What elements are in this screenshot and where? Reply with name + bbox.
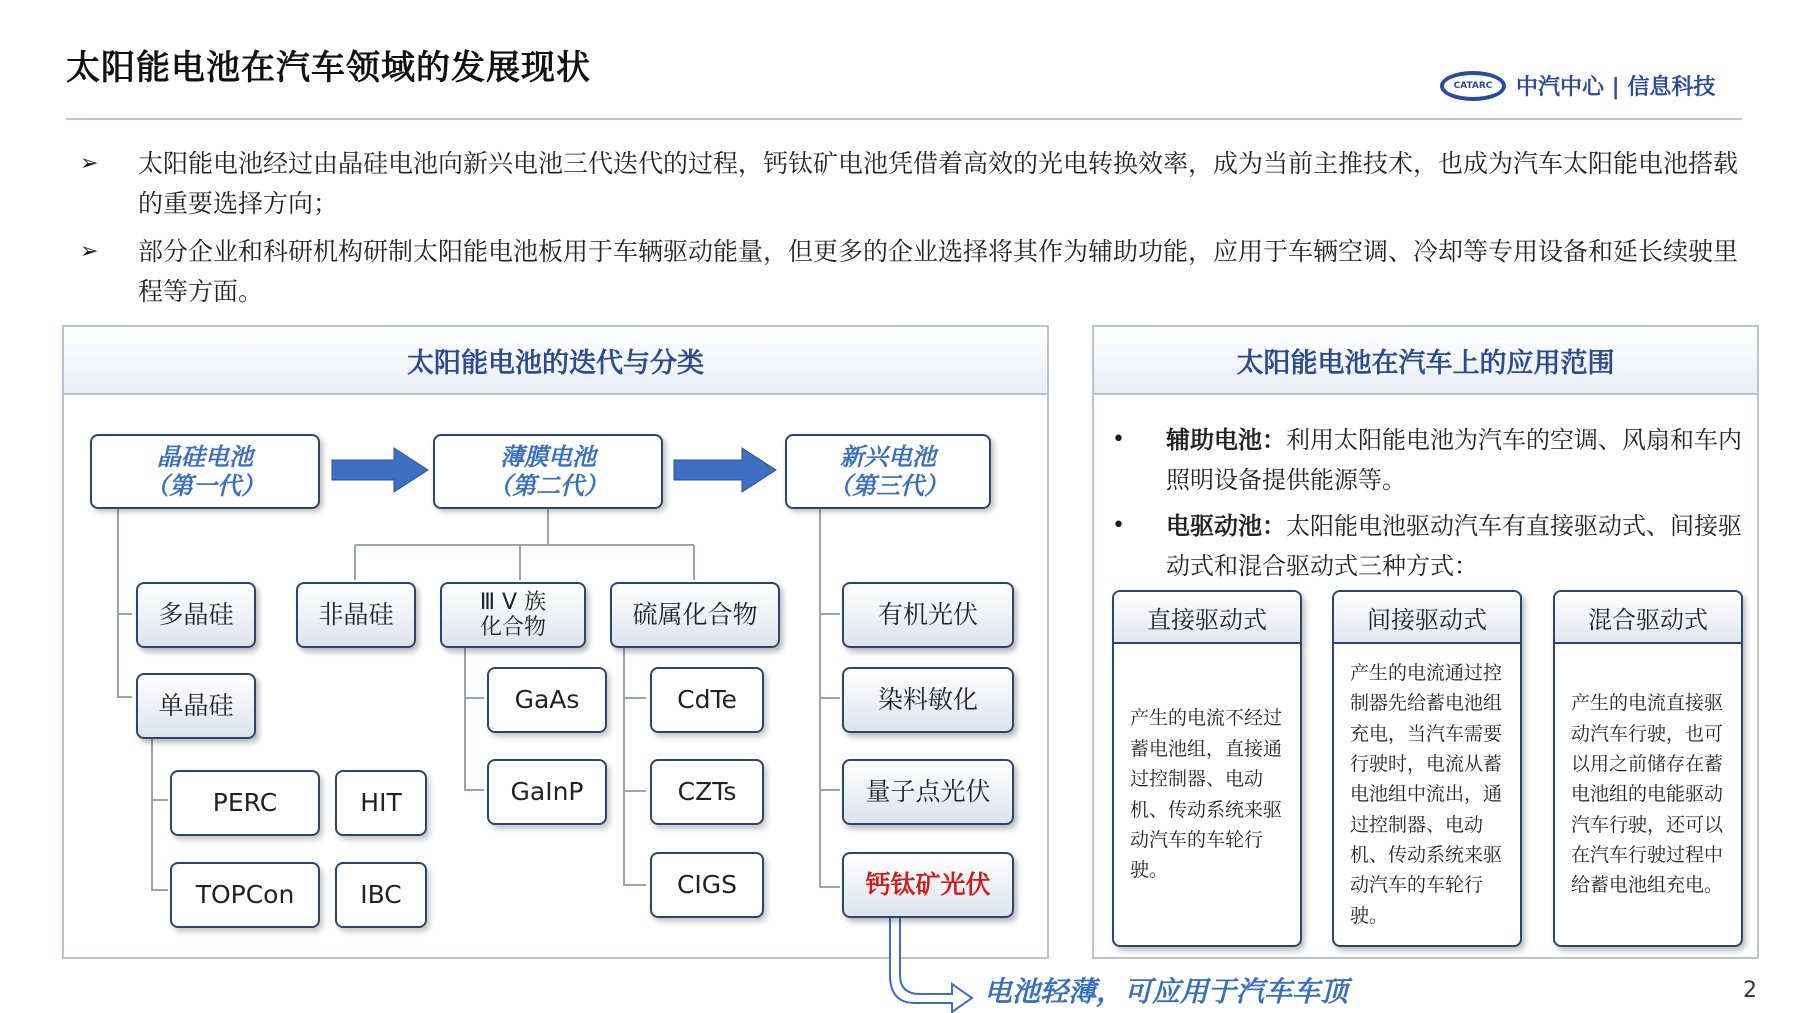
- application-item: [1108, 506, 1748, 586]
- application-text: [1166, 420, 1748, 500]
- cigs-box: CIGS: [650, 852, 764, 918]
- perc-box: PERC: [170, 770, 320, 836]
- iii-v-compound-box: [440, 582, 586, 648]
- drive-mode-title: 混合驱动式: [1555, 592, 1741, 644]
- polysilicon-box: 多晶硅: [136, 582, 256, 648]
- bullet-dot-icon: •: [1112, 513, 1125, 538]
- amorphous-silicon-box: 非晶硅: [296, 582, 416, 648]
- arrow-bullet-icon: ➢: [80, 151, 99, 176]
- indirect-drive-card: [1332, 590, 1522, 947]
- bullet-text: 部分企业和科研机构研制太阳能电池板用于车辆驱动能量，但更多的企业选择将其作为辅助功能，应用于车辆空调、冷却等专用设备和延长续驶里程等方面。: [138, 237, 1739, 306]
- drive-mode-title: 间接驱动式: [1334, 592, 1520, 644]
- gen1-sub: （第一代）: [145, 471, 265, 500]
- catarc-logo-icon: CATARC: [1440, 71, 1506, 101]
- gen3-emerging-box: [785, 434, 991, 509]
- gen3-name: 新兴电池: [840, 442, 936, 471]
- application-item: [1108, 420, 1748, 500]
- gen2-name: 薄膜电池: [500, 442, 596, 471]
- direct-drive-card: [1112, 590, 1302, 947]
- bullet-item: [80, 232, 1740, 312]
- application-desc: 太阳能电池驱动汽车有直接驱动式、间接驱动式和混合驱动式三种方式：: [1166, 512, 1742, 580]
- gen2-sub: （第二代）: [488, 471, 608, 500]
- drive-mode-desc: 产生的电流直接驱动汽车行驶，也可以用之前储存在蓄电池组的电能驱动汽车行驶，还可以在汽车行驶过程中给蓄电池组充电。: [1571, 692, 1724, 897]
- application-text: [1166, 506, 1748, 586]
- intro-bullets: [80, 144, 1740, 320]
- dye-sensitized-box: 染料敏化: [842, 667, 1014, 733]
- perovskite-pv-box: 钙钛矿光伏: [842, 852, 1014, 918]
- hit-box: HIT: [335, 770, 427, 836]
- cdte-box: CdTe: [650, 667, 764, 733]
- hybrid-drive-card: [1553, 590, 1743, 947]
- gen1-name: 晶硅电池: [157, 442, 253, 471]
- application-panel-title: 太阳能电池在汽车上的应用范围: [1094, 327, 1757, 395]
- monosilicon-box: 单晶硅: [136, 673, 256, 739]
- application-desc: 利用太阳能电池为汽车的空调、风扇和车内照明设备提供能源等。: [1166, 426, 1742, 494]
- drive-mode-desc: 产生的电流通过控制器先给蓄电池组充电，当汽车需要行驶时，电流从蓄电池组中流出，通过控制器、电动机、传动系统来驱动汽车的车轮行驶。: [1350, 661, 1503, 927]
- drive-mode-title: 直接驱动式: [1114, 592, 1300, 644]
- czts-box: CZTs: [650, 759, 764, 825]
- drive-mode-desc: 产生的电流不经过蓄电池组，直接通过控制器、电动机、传动系统来驱动汽车的车轮行驶。: [1130, 707, 1283, 882]
- bottom-note: 电池轻薄，可应用于汽车车顶: [984, 975, 1349, 1008]
- arrow-bullet-icon: ➢: [80, 239, 99, 264]
- brand-name: 中汽中心 | 信息科技: [1516, 75, 1716, 100]
- page-number: 2: [1743, 978, 1757, 1003]
- page-title: 太阳能电池在汽车领域的发展现状: [66, 48, 591, 88]
- bullet-dot-icon: •: [1112, 427, 1125, 452]
- gen3-sub: （第三代）: [828, 471, 948, 500]
- organic-pv-box: 有机光伏: [842, 582, 1014, 648]
- topcon-box: TOPCon: [170, 862, 320, 928]
- iii-v-compound-label: Ⅲ V 族 化合物: [479, 589, 547, 640]
- gen2-thin-film-box: [433, 434, 663, 509]
- title-divider: [66, 118, 1742, 120]
- chalcogenide-box: 硫属化合物: [610, 582, 780, 648]
- application-key: 辅助电池：: [1166, 426, 1286, 454]
- classification-panel-title: 太阳能电池的迭代与分类: [64, 327, 1047, 395]
- gainp-box: GaInP: [487, 759, 607, 825]
- brand-logo: [1440, 70, 1715, 101]
- ibc-box: IBC: [335, 862, 427, 928]
- quantum-dot-pv-box: 量子点光伏: [842, 759, 1014, 825]
- bullet-text: 太阳能电池经过由晶硅电池向新兴电池三代迭代的过程，钙钛矿电池凭借着高效的光电转换效率，成为当前主推技术，也成为汽车太阳能电池搭载的重要选择方向；: [138, 149, 1739, 218]
- application-key: 电驱动池：: [1166, 512, 1286, 540]
- bullet-item: [80, 144, 1740, 224]
- gen1-silicon-box: [90, 434, 320, 509]
- application-list: [1108, 420, 1748, 592]
- gaas-box: GaAs: [487, 667, 607, 733]
